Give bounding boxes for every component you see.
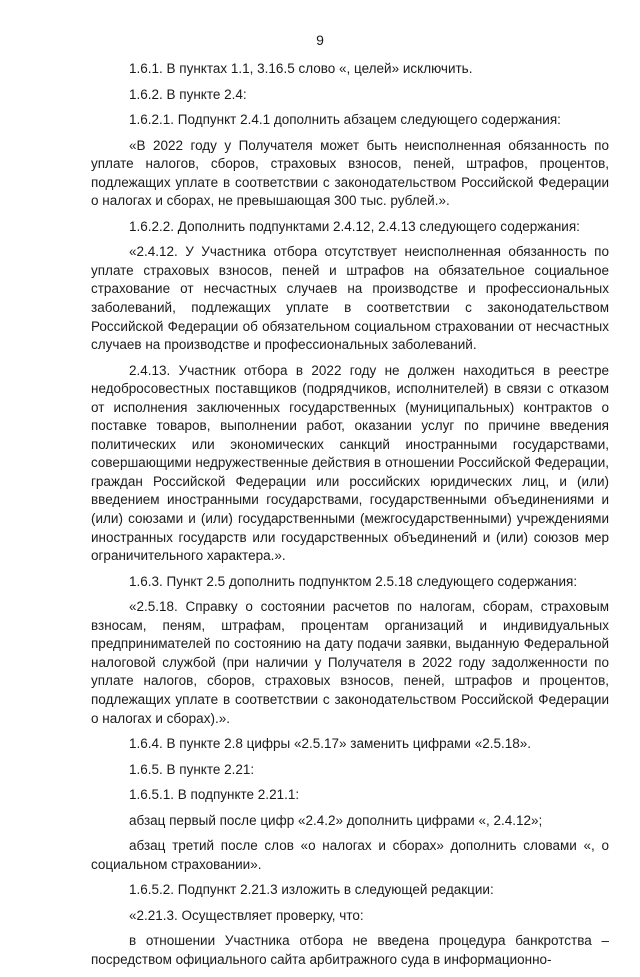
paragraph-bankruptcy-check: в отношении Участника отбора не введена процедура банкротства – посредством официального сайта арбитражного суда в информационно- xyxy=(91,933,609,967)
paragraph-first-abzac: абзац первый после цифр «2.4.2» дополнить цифрами «, 2.4.12»; xyxy=(129,812,543,828)
paragraph-2-4-13: 2.4.13. Участник отбора в 2022 году не должен находиться в реестре недобросовестных поставщиков (подрядчиков, исполнителей) в связи с отказом от исполнения заключенных государственных (муниципальных) контрактов о поставке товаров, выполнении работ, оказании услуг по причине введения политических или экономических санкций иностранными государствами, совершающими недружественные действия в отношении Российской Федерации, граждан Российской Федерации или российских юридических лиц, и (или) введением иностранными государствами, государственными объединениями и (или) союзами и (или) государственными (межгосударственными) учреждениями иностранных государств или государственных объединений и (или) союзов мер ограничительного характера.». xyxy=(91,362,609,564)
page-number: 9 xyxy=(316,32,324,48)
document-body xyxy=(91,60,609,977)
paragraph-1-6-5-2: 1.6.5.2. Подпункт 2.21.3 изложить в следующей редакции: xyxy=(129,882,494,898)
paragraph-1-6-2-2: 1.6.2.2. Дополнить подпунктами 2.4.12, 2.4.13 следующего содержания: xyxy=(129,218,580,234)
paragraph-2-21-3: «2.21.3. Осуществляет проверку, что: xyxy=(129,907,364,923)
paragraph-1-6-2-1: 1.6.2.1. Подпункт 2.4.1 дополнить абзацем следующего содержания: xyxy=(129,112,561,128)
paragraph-1-6-4: 1.6.4. В пункте 2.8 цифры «2.5.17» заменить цифрами «2.5.18». xyxy=(129,736,532,752)
paragraph-third-abzac: абзац третий после слов «о налогах и сборах» дополнить словами «, о социальном страховании». xyxy=(91,838,609,872)
paragraph-1-6-5-1: 1.6.5.1. В подпункте 2.21.1: xyxy=(129,787,300,803)
paragraph-2-5-18: «2.5.18. Справку о состоянии расчетов по налогам, сборам, страховым взносам, пеням, штрафам, процентам организаций и индивидуальных предпринимателей по состоянию на дату подачи заявки, выданную Федеральной налоговой службой (при наличии у Получателя в 2022 году задолженности по уплате налогов, сборов, страховых взносов, пеней, штрафов и процентов, подлежащих уплате в соответствии с законодательством Российской Федерации о налогах и сборах).». xyxy=(91,599,609,726)
paragraph-2-4-12: «2.4.12. У Участника отбора отсутствует неисполненная обязанность по уплате страховых взносов, пеней и штрафов на обязательное социальное страхование от несчастных случаев на производстве и профессиональных заболеваний, подлежащих уплате в соответствии с законодательством Российской Федерации об обязательном социальном страховании от несчастных случаев на производстве и профессиональных заболеваний. xyxy=(91,244,609,353)
paragraph-1-6-2: 1.6.2. В пункте 2.4: xyxy=(129,86,247,102)
paragraph-1-6-1: 1.6.1. В пунктах 1.1, 3.16.5 слово «, целей» исключить. xyxy=(129,61,473,76)
paragraph-quote-2022-obligation: «В 2022 году у Получателя может быть неисполненная обязанность по уплате налогов, сборов, страховых взносов, пеней, штрафов, процентов, подлежащих уплате в соответствии с законодательством Российской Федерации о налогах и сборах, не превышающая 300 тыс. рублей.». xyxy=(91,137,609,209)
paragraph-1-6-3: 1.6.3. Пункт 2.5 дополнить подпунктом 2.5.18 следующего содержания: xyxy=(129,573,578,589)
paragraph-1-6-5: 1.6.5. В пункте 2.21: xyxy=(129,761,255,777)
